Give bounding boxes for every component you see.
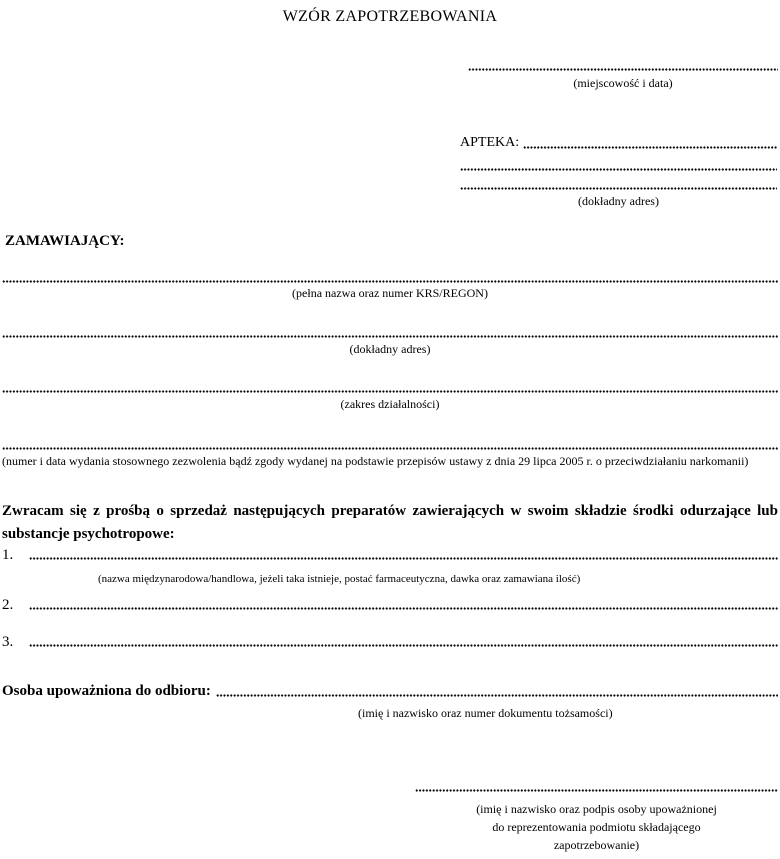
pharmacy-address-blank-line-2 [460, 171, 777, 190]
item-number-2: 2. [2, 597, 14, 613]
pharmacy-name-blank-line [523, 133, 777, 152]
item-blank-line-1 [29, 547, 778, 563]
orderer-permit-caption: (numer i data wydania stosownego zezwolenia bądź zgody wydanej na podstawie przepisów ustawy z dnia 29 lipca 2005 r. o przeciwdziałaniu narkomanii) [2, 454, 749, 468]
item-blank-line-3 [29, 634, 778, 650]
place-date-caption: (miejscowość i data) [573, 76, 673, 90]
item-number-1: 1. [2, 547, 14, 563]
orderer-scope-caption: (zakres działalności) [340, 397, 440, 411]
orderer-heading: ZAMAWIAJĄCY: [5, 233, 125, 249]
place-date-field [468, 54, 778, 91]
signature-caption-line-3: zapotrzebowanie) [553, 838, 640, 852]
page-title: WZÓR ZAPOTRZEBOWANIA [282, 8, 498, 25]
signature-caption-line-2: do reprezentowania podmiotu składającego [492, 820, 701, 834]
pickup-caption: (imię i nazwisko oraz numer dokumentu tożsamości) [358, 706, 613, 720]
orderer-permit-blank-line [2, 435, 778, 450]
item-row-1 [2, 547, 778, 563]
orderer-name-caption: (pełna nazwa oraz numer KRS/REGON) [292, 286, 488, 300]
request-text: Zwracam się z prośbą o sprzedaż następujących preparatów zawierających w swoim składzie środki odurzające lub substancje psychotropowe: [2, 503, 778, 542]
pharmacy-name-row [460, 133, 777, 152]
item-row-3 [2, 634, 778, 650]
item-row-2 [2, 597, 778, 613]
orderer-address-blank-line [2, 323, 778, 338]
item-number-3: 3. [2, 634, 14, 650]
item-caption: (nazwa międzynarodowa/handlowa, jeżeli taka istnieje, postać farmaceutyczna, dawka oraz zamawiana ilość) [98, 573, 581, 585]
orderer-permit-field [2, 435, 778, 469]
orderer-name-blank-line [2, 268, 778, 283]
item-blank-line-2 [29, 597, 778, 613]
place-date-blank-line [468, 54, 778, 71]
signature-blank-line [415, 776, 778, 792]
pickup-label: Osoba upoważniona do odbioru: [2, 683, 211, 699]
pharmacy-caption: (dokładny adres) [578, 194, 659, 208]
pickup-field [2, 683, 778, 700]
pharmacy-field [460, 133, 777, 209]
pharmacy-address-blank-line-1 [460, 152, 777, 171]
orderer-name-field [2, 268, 778, 301]
signature-field [415, 776, 778, 854]
orderer-scope-blank-line [2, 378, 778, 393]
pickup-blank-line [216, 683, 778, 700]
orderer-scope-field [2, 378, 778, 412]
signature-caption-line-1: (imię i nazwisko oraz podpis osoby upoważnionej [476, 802, 717, 816]
pharmacy-label: APTEKA: [460, 135, 520, 150]
orderer-address-caption: (dokładny adres) [349, 342, 431, 356]
orderer-address-field [2, 323, 778, 357]
